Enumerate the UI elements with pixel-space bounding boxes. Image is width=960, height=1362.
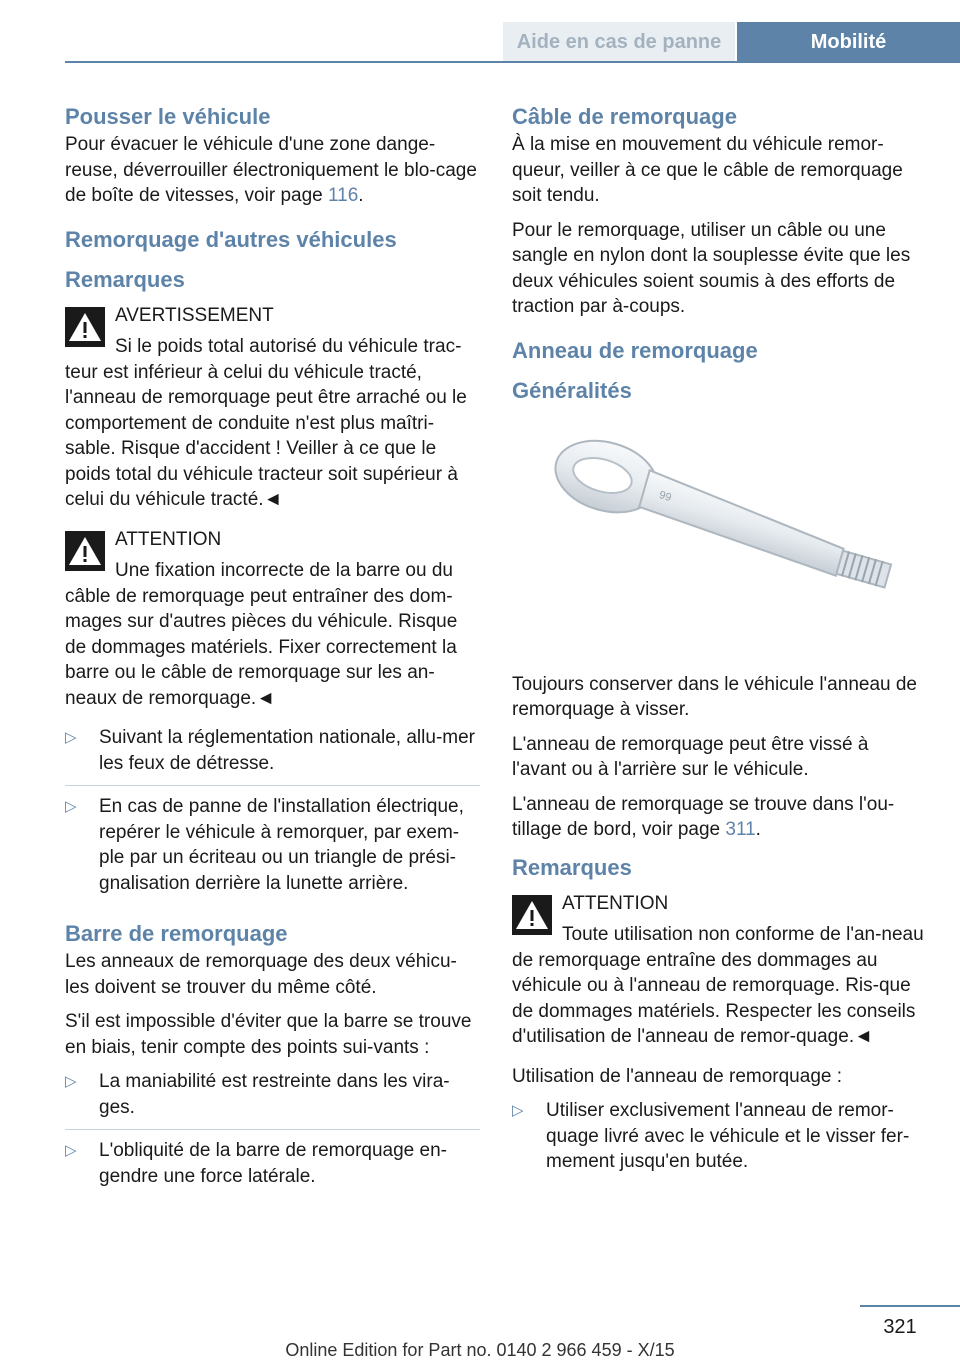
list-item	[512, 1098, 927, 1184]
warning-block-2	[65, 527, 480, 712]
footer-divider	[860, 1305, 960, 1307]
list-item-text: En cas de panne de l'installation électrique, repérer le véhicule à remorquer, par exem-ple par un écriteau ou un triangle de prési-gnalisation derrière la lunette arrière.	[99, 796, 464, 894]
warning-title-1: AVERTISSEMENT	[115, 304, 274, 326]
heading-barre: Barre de remorquage	[65, 921, 288, 946]
list-item	[65, 725, 480, 786]
warning-triangle-icon	[65, 307, 105, 347]
list-item-text: Utiliser exclusivement l'anneau de remor-quage livré avec le véhicule et le visser fer-mement jusqu'en butée.	[546, 1100, 910, 1172]
triangle-right-bullet-icon: ▷	[512, 1102, 524, 1119]
heading-remarques-left: Remarques	[65, 266, 185, 292]
paragraph-pousser-end: .	[358, 185, 364, 206]
warning-body-3: Toute utilisation non conforme de l'an-neau de remorquage entraîne des dommages au véhicule ou à l'anneau de remorquage. Ris-que de dommages matériels. Respecter les conseils d'utilisation de l'anneau de remor-quage.◄	[512, 924, 924, 1047]
paragraph-cable-2: Pour le remorquage, utiliser un câble ou une sangle en nylon dont la souplesse évite que les deux véhicules soient soumis à des efforts de traction par à-coups.	[512, 219, 911, 317]
paragraph-anneau-2: L'anneau de remorquage peut être vissé à l'avant ou à l'arrière sur le véhicule.	[512, 733, 869, 780]
heading-remarques-right: Remarques	[512, 854, 632, 880]
warning-body-2: Une fixation incorrecte de la barre ou du câble de remorquage peut entraîner des dom-mages sur d'autres pièces du véhicule. Risque de dommages matériels. Fixer correctement la barre ou le câble de remorquage sur les an-neaux de remorquage.◄	[65, 560, 458, 709]
warning-title-2: ATTENTION	[115, 528, 222, 550]
triangle-right-bullet-icon: ▷	[65, 1073, 77, 1090]
warning-title-3: ATTENTION	[562, 892, 669, 914]
paragraph-utilisation: Utilisation de l'anneau de remorquage :	[512, 1065, 843, 1087]
paragraph-anneau-3-text: L'anneau de remorquage se trouve dans l'ou-tillage de bord, voir page	[512, 793, 895, 840]
triangle-right-bullet-icon: ▷	[65, 798, 77, 815]
paragraph-anneau-3	[512, 792, 927, 843]
warning-triangle-icon	[512, 895, 552, 935]
heading-cable: Câble de remorquage	[512, 104, 737, 129]
bullet-list-2	[65, 1069, 480, 1198]
list-item	[65, 1138, 480, 1198]
towing-eye-figure	[512, 416, 927, 656]
heading-generalites: Généralités	[512, 377, 632, 403]
paragraph-barre-1: Les anneaux de remorquage des deux véhicu-les doivent se trouver du même côté.	[65, 951, 457, 998]
page-number: 321	[883, 1316, 917, 1338]
paragraph-anneau-3-end: .	[755, 819, 761, 840]
right-column	[512, 102, 927, 1198]
bullet-list-3	[512, 1098, 927, 1184]
bullet-list-1	[65, 725, 480, 905]
paragraph-cable-1: À la mise en mouvement du véhicule remor-queur, veiller à ce que le câble de remorquage soit tendu.	[512, 134, 903, 206]
paragraph-barre-2: S'il est impossible d'éviter que la barre se trouve en biais, tenir compte des points sui-vants :	[65, 1011, 472, 1058]
heading-remorquage: Remorquage d'autres véhicules	[65, 226, 397, 252]
page-link-116[interactable]: 116	[328, 185, 359, 206]
heading-pousser: Pousser le véhicule	[65, 104, 271, 129]
heading-anneau: Anneau de remorquage	[512, 337, 758, 363]
triangle-right-bullet-icon: ▷	[65, 1142, 77, 1159]
paragraph-pousser-text: Pour évacuer le véhicule d'une zone dange-reuse, déverrouiller électroniquement le blo-cage de boîte de vitesses, voir page	[65, 134, 477, 206]
paragraph-anneau-1: Toujours conserver dans le véhicule l'anneau de remorquage à visser.	[512, 673, 917, 720]
triangle-right-bullet-icon: ▷	[65, 729, 77, 746]
list-item	[65, 1069, 480, 1130]
list-item	[65, 794, 480, 905]
edition-footer: Online Edition for Part no. 0140 2 966 459 - X/15	[285, 1340, 675, 1360]
figure-code: 99	[657, 488, 673, 504]
warning-triangle-icon	[65, 531, 105, 571]
list-item-text: La maniabilité est restreinte dans les vira-ges.	[99, 1071, 450, 1118]
header-divider	[65, 61, 960, 63]
page-link-311[interactable]: 311	[725, 819, 756, 840]
paragraph-pousser	[65, 132, 480, 209]
header-tabs	[0, 22, 960, 62]
list-item-text: L'obliquité de la barre de remorquage en-gendre une force latérale.	[99, 1140, 447, 1187]
warning-block-3	[512, 891, 927, 1050]
warning-block-1	[65, 303, 480, 513]
list-item-text: Suivant la réglementation nationale, allu-mer les feux de détresse.	[99, 727, 475, 774]
tab-chapter[interactable]: Mobilité	[737, 22, 960, 62]
left-column	[65, 102, 480, 1212]
warning-body-1: Si le poids total autorisé du véhicule trac-teur est inférieur à celui du véhicule tracté, l'anneau de remorquage peut être arraché ou le comportement de conduite n'est plus maîtri-sable. Risque d'accident ! Veiller à ce que le poids total du véhicule tracteur soit supérieur à celui du véhicule tracté.◄	[65, 336, 467, 510]
tab-section[interactable]: Aide en cas de panne	[503, 22, 735, 62]
